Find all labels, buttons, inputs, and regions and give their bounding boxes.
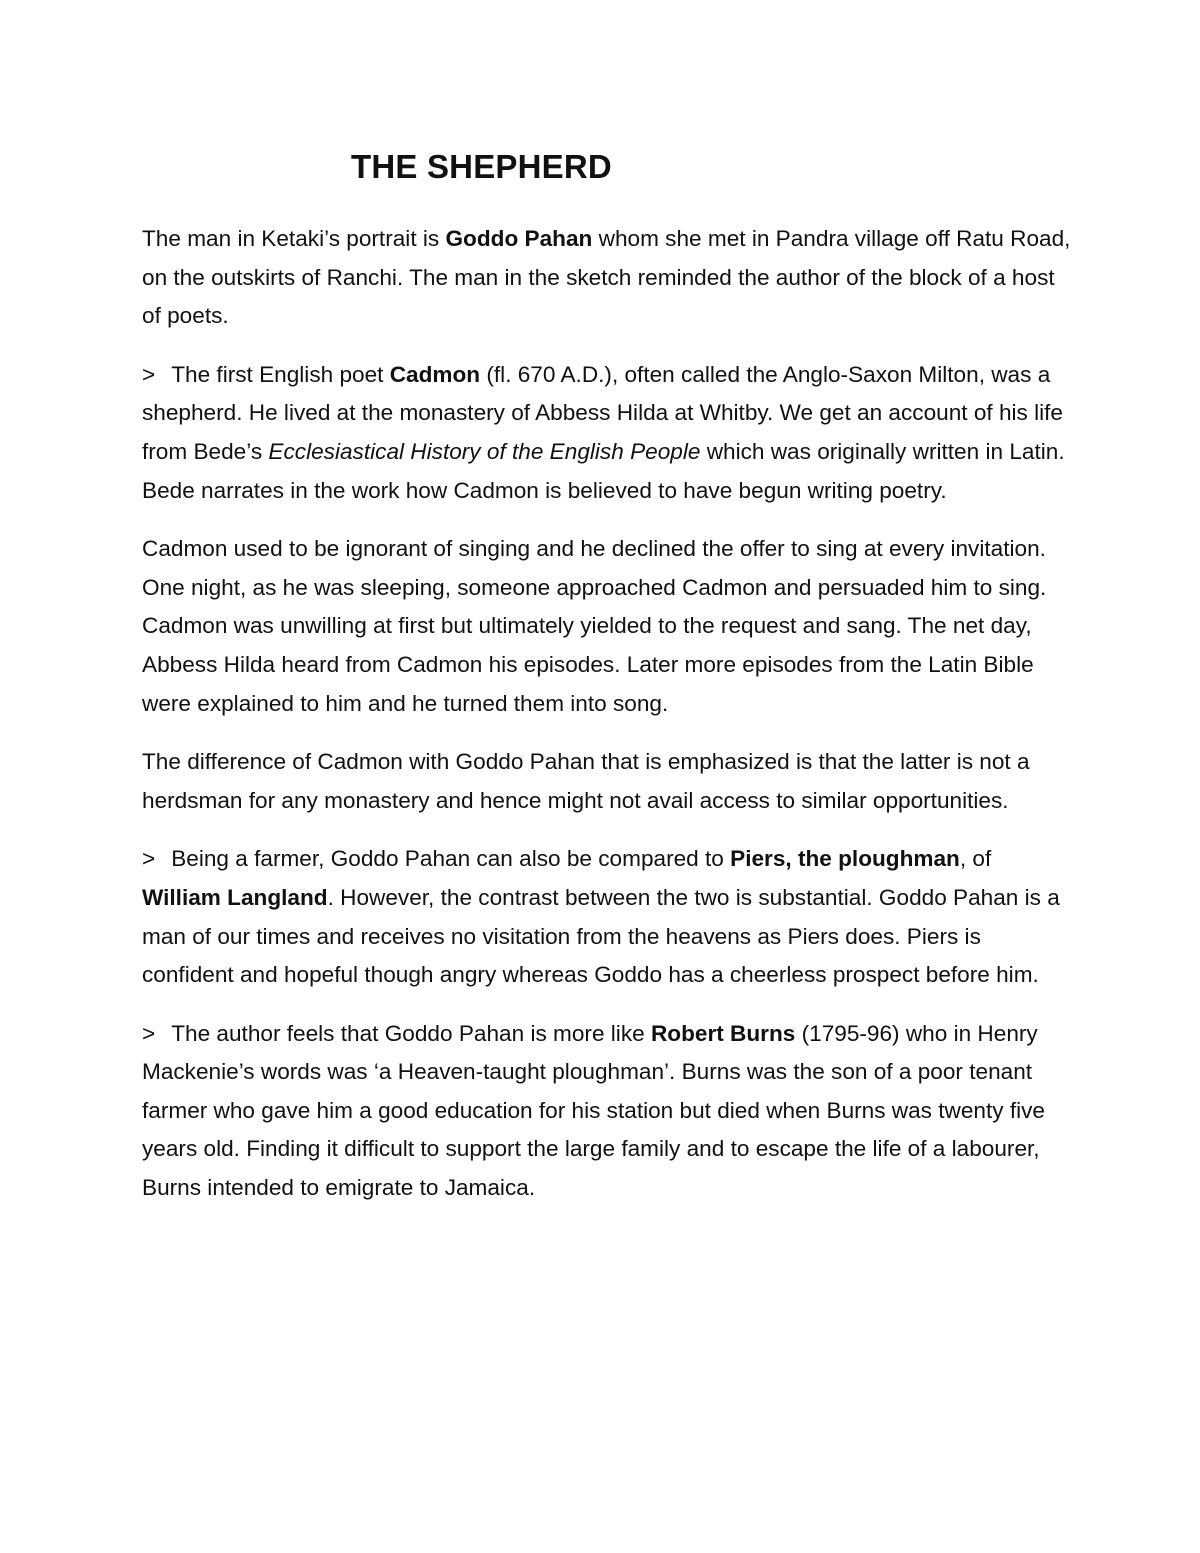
bullet-marker: > <box>142 361 156 387</box>
bold-text: Robert Burns <box>650 1020 796 1046</box>
body-text: The first English poet <box>171 361 390 387</box>
body-text: The man in Ketaki’s portrait is <box>142 226 446 251</box>
bold-text: William Langland <box>142 884 328 910</box>
paragraph <box>142 220 1072 336</box>
bullet-marker: > <box>142 846 156 872</box>
paragraph <box>142 356 1072 510</box>
paragraph <box>142 1015 1072 1208</box>
document-title: THE SHEPHERD <box>351 148 612 185</box>
document-body <box>142 220 1072 1228</box>
body-text: Cadmon used to be ignorant of singing and he declined the offer to sing at every invitation. One night, as he was sleeping, someone approached Cadmon and persuaded him to sing. Cadmon was unwilling at first but ultimately yielded to the request and sang. The net day, Abbess Hilda heard from Cadmon his episodes. Later more episodes from the Latin Bible were explained to him and he turned them into song. <box>142 536 1047 716</box>
body-text: The difference of Cadmon with Goddo Pahan that is emphasized is that the latter is not a herdsman for any monastery and hence might not avail access to similar opportunities. <box>142 749 1030 813</box>
body-text: The author feels that Goddo Pahan is more like <box>171 1020 651 1046</box>
paragraph <box>142 743 1072 820</box>
body-text: which was originally written in Latin. Bede narrates in the work how Cadmon is believed to have begun writing poetry. <box>142 438 1065 503</box>
bold-text: Cadmon <box>389 361 481 387</box>
body-text: , of <box>959 846 992 872</box>
bold-text: Goddo Pahan <box>445 226 593 251</box>
body-text: whom she met in Pandra village off Ratu Road, on the outskirts of Ranchi. The man in the sketch reminded the author of the block of a host of poets. <box>142 226 1071 329</box>
body-text: (fl. 670 A.D.), often called the Anglo-Saxon Milton, was a shepherd. He lived at the monastery of Abbess Hilda at Whitby. We get an account of his life from Bede’s <box>142 361 1063 464</box>
body-text: Being a farmer, Goddo Pahan can also be compared to <box>171 846 731 872</box>
italic-text: Ecclesiastical History of the English People <box>268 438 701 464</box>
paragraph <box>142 840 1072 994</box>
bullet-marker: > <box>142 1020 156 1046</box>
body-text: . However, the contrast between the two is substantial. Goddo Pahan is a man of our times and receives no visitation from the heavens as Piers does. Piers is confident and hopeful though angry whereas Goddo has a cheerless prospect before him. <box>142 884 1060 988</box>
bold-text: Piers, the ploughman <box>730 846 960 872</box>
paragraph <box>142 530 1072 723</box>
body-text: (1795-96) who in Henry Mackenie’s words was ‘a Heaven-taught ploughman’. Burns was the son of a poor tenant farmer who gave him a good education for his station but died when Burns was twenty five years old. Finding it difficult to support the large family and to escape the life of a labourer, Burns intended to emigrate to Jamaica. <box>142 1020 1045 1201</box>
